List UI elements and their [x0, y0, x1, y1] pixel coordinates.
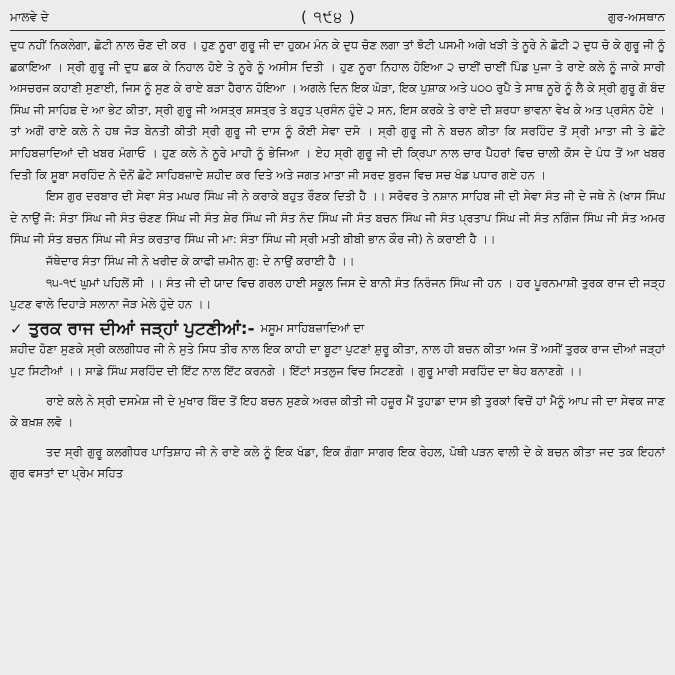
page-header [10, 6, 665, 28]
paragraph-3: ਜੱਥੇਦਾਰ ਸੰਤਾ ਸਿੰਘ ਜੀ ਨੇ ਖਰੀਦ ਕੇ ਕਾਫੀ ਜ਼ਮੀਨ ਗੁ: ਦੇ ਨਾਉਂ ਕਰਾਈ ਹੈ ।। [46, 253, 355, 268]
section-body-start: ਮਸੂਮ ਸਾਹਿਬਜ਼ਾਦਿਆਂ ਦਾ [260, 320, 365, 335]
paragraph-2: ਇਸ ਗੁਰ ਦਰਬਾਰ ਦੀ ਸੇਵਾ ਸੰਤ ਮਘਰ ਸਿੰਘ ਜੀ ਨੇ ਕਰਾਕੇ ਬਹੁਤ ਰੌਣਕ ਦਿਤੀ ਹੈ ।। ਸਰੋਵਰ ਤੇ ਨਸ਼ਾਨ ਸਾਹਿਬ ਜੀ ਦੀ ਸੇਵਾ ਸੰਤ ਜੀ ਦੇ ਜਥੇ ਨੇ (ਖਾਸ ਸਿੰਘ ਦੇ ਨਾਉਂ ਜੋ: ਸੰਤਾ ਸਿੰਘ ਜੀ ਸੰਤ ਚੰਣਣ ਸਿੰਘ ਜੀ ਸੰਤ ਸ਼ੇਰ ਸਿੰਘ ਜੀ ਸੰਤ ਨੰਦ ਸਿੰਘ ਜੀ ਸੰਤ ਬਚਨ ਸਿੰਘ ਜੀ ਸੰਤ ਪ੍ਰਤਾਪ ਸਿੰਘ ਜੀ ਸੰਤ ਨਗਿੰਜ ਸਿੰਘ ਜੀ ਸੰਤ ਅਮਰ ਸਿੰਘ ਜੀ ਸੰਤ ਬਚਨ ਸਿੰਘ ਜੀ ਸੰਤ ਕਰਤਾਰ ਸਿੰਘ ਜੀ ਮਾ: ਸੰਤਾ ਸਿੰਘ ਜੀ ਸ੍ਰੀ ਮਤੀ ਬੀਬੀ ਭਾਨ ਕੌਰ ਜੀ) ਨੇ ਕਰਾਈ ਹੈ ।। [10, 189, 665, 247]
section-heading-line [10, 318, 665, 340]
header-left-title: ਮਾਲਵੇ ਦੇ [10, 9, 49, 24]
spacer [10, 383, 665, 391]
paragraph-5: ਰਾਏ ਕਲੇ ਨੇ ਸ੍ਰੀ ਦਸਮੇਸ਼ ਜੀ ਦੇ ਮੁਖਾਰ ਬਿੰਦ ਤੋਂ ਇਹ ਬਚਨ ਸੁਣਕੇ ਅਰਜ਼ ਕੀਤੀ ਜੀ ਹਜ਼ੂਰ ਮੈਂ ਤੁਹਾਡਾ ਦਾਸ ਭੀ ਤੁਰਕਾਂ ਵਿਚੋਂ ਹਾਂ ਮੈਨੂੰ ਆਪ ਜੀ ਦਾ ਸੇਵਕ ਜਾਣ ਕੇ ਬਖ਼ਸ਼ ਲਵੋ । [10, 393, 665, 430]
paragraph-4: ੧੫-੧੯ ਘੁਮਾਂ ਪਹਿਲੋਂ ਸੀ ।। ਸੰਤ ਜੀ ਦੀ ਯਾਦ ਵਿਚ ਗਰਲ ਹਾਈ ਸਕੂਲ ਜਿਸ ਦੇ ਬਾਨੀ ਸੰਤ ਨਿਰੰਜਨ ਸਿੰਘ ਜੀ ਹਨ । ਹਰ ਪੂਰਨਮਾਸ਼ੀ ਤੁਰਕ ਰਾਜ ਦੀ ਜੜ੍ਹ ਪੁਟਣ ਵਾਲੇ ਦਿਹਾੜੇ ਸਲਾਨਾ ਜੋੜ ਮੇਲੇ ਹੁੰਦੇ ਹਨ ।। [10, 275, 665, 312]
paragraph-6: ਤਦ ਸ੍ਰੀ ਗੁਰੂ ਕਲਗੀਧਰ ਪਾਤਿਸ਼ਾਹ ਜੀ ਨੇ ਰਾਏ ਕਲੇ ਨੂੰ ਇਕ ਖੰਡਾ, ਇਕ ਗੰਗਾ ਸਾਗਰ ਇਕ ਰੇਹਲ, ਪੋਥੀ ਪੜਨ ਵਾਲੀ ਦੇ ਕੇ ਬਚਨ ਕੀਤਾ ਜਦ ਤਕ ਇਹਨਾਂ ਗੁਰ ਵਸਤਾਂ ਦਾ ਪ੍ਰੇਮ ਸਹਿਤ [10, 444, 665, 481]
spacer-2 [10, 434, 665, 442]
page-number: ( ੧੯੪ ) [300, 8, 356, 26]
header-right-title: ਗੁਰ-ਅਸਥਾਨ [608, 9, 665, 24]
section-body: ਸ਼ਹੀਦ ਹੋਣਾ ਸੁਣਕੇ ਸ੍ਰੀ ਕਲਗੀਧਰ ਜੀ ਨੇ ਸੁਤੇ ਸਿਧ ਤੀਰ ਨਾਲ ਇਕ ਕਾਹੀ ਦਾ ਬੂਟਾ ਪੁਟਣਾਂ ਸ਼ੁਰੂ ਕੀਤਾ, ਨਾਲ ਹੀ ਬਚਨ ਕੀਤਾ ਅਜ ਤੋਂ ਅਸੀਂ ਤੁਰਕ ਰਾਜ ਦੀਆਂ ਜੜ੍ਹਾਂ ਪੁਟ ਸਿਟੀਆਂ ।। ਸਾਡੇ ਸਿੰਘ ਸਰਹਿੰਦ ਦੀ ਇੱਟ ਨਾਲ ਇੱਟ ਕਰਨਗੇ । ਇੱਟਾਂ ਸਤਲੁਜ ਵਿਚ ਸਿਟਣਗੇ । ਗੁਰੂ ਮਾਰੀ ਸਰਹਿੰਦ ਦਾ ਥੇਹ ਬਨਾਣਗੇ ।। [10, 342, 665, 378]
paragraph-1: ਦੁਧ ਨਹੀਂ ਨਿਕਲੇਗਾ, ਛੋਟੀ ਨਾਲ ਚੋਣ ਦੀ ਕਰ । ਹੁਣ ਨੂਰਾ ਗੁਰੂ ਜੀ ਦਾ ਹੁਕਮ ਮੰਨ ਕੇ ਦੁਧ ਚੋਣ ਲਗਾ ਤਾਂ ਝੋਟੀ ਪਸਮੀ ਅਗੇ ਖੜੀ ਤੇ ਨੂਰੇ ਨੇ ਛੋਟੀ ੨ ਦੁਧ ਚੋ ਕੇ ਗੁਰੂ ਜੀ ਨੂੰ ਛਕਾਇਆ । ਸ੍ਰੀ ਗੁਰੂ ਜੀ ਦੁਧ ਛਕ ਕੇ ਨਿਹਾਲ ਹੋਏ ਤੇ ਨੂਰੇ ਨੂੰ ਅਸੀਸ ਦਿਤੀ । ਹੁਣ ਨੂਰਾ ਨਿਹਾਲ ਹੋਇਆ ੨ ਚਾਈਂ ਚਾਈਂ ਪਿੰਡ ਪੁਜਾ ਤੇ ਰਾਏ ਕਲੇ ਨੂੰ ਜਾਕੇ ਸਾਰੀ ਅਸਚਰਜ ਕਹਾਣੀ ਸੁਣਾਈ, ਜਿਸ ਨੂੰ ਸੁਣ ਕੇ ਰਾਏ ਬੜਾ ਹੈਰਾਨ ਹੋਇਆ । ਅਗਲੇ ਦਿਨ ਇਕ ਘੋੜਾ, ਇਕ ਪੁਸ਼ਾਕ ਅਤੇ ੫੦੦ ਰੁਪੈ ਤੇ ਸਾਥ ਨੂਰੇ ਨੂੰ ਲੈ ਕੇ ਸ੍ਰੀ ਗੁਰੂ ਗੋ ਬੰਦ ਸਿੰਘ ਜੀ ਸਾਹਿਬ ਦੇ ਆ ਭੇਟ ਕੀਤਾ, ਸ੍ਰੀ ਗੁਰੂ ਜੀ ਅਸਤ੍ਰ ਸ਼ਸਤ੍ਰ ਤੇ ਬਹੁਤ ਪ੍ਰਸੰਨ ਹੁੰਦੇ ੨ ਸਨ, ਇਸ ਕਰਕੇ ਤੇ ਰਾਏ ਦੀ ਸ਼ਰਧਾ ਭਾਵਨਾ ਵੇਖ ਕੇ ਅਤ ਪ੍ਰਸੰਨ ਹੋਏ । ਤਾਂ ਅਗੋਂ ਰਾਏ ਕਲੇ ਨੇ ਹਥ ਜੋੜ ਬੇਨਤੀ ਕੀਤੀ ਸ੍ਰੀ ਗੁਰੂ ਜੀ ਦਾਸ ਨੂੰ ਕੋਈ ਸੇਵਾ ਦਸੋ । ਸ੍ਰੀ ਗੁਰੂ ਜੀ ਨੇ ਬਚਨ ਕੀਤਾ ਕਿ ਸਰਹਿੰਦ ਤੋਂ ਸ੍ਰੀ ਮਾਤਾ ਜੀ ਤੇ ਛੋਟੇ ਸਾਹਿਬਜ਼ਾਦਿਆਂ ਦੀ ਖਬਰ ਮੰਗਾਓ । ਹੁਣ ਕਲੇ ਨੇ ਨੂਰੇ ਮਾਹੀ ਨੂੰ ਭੇਜਿਆ । ਏਹ ਸ੍ਰੀ ਗੁਰੂ ਜੀ ਦੀ ਕ੍ਰਿਪਾ ਨਾਲ ਚਾਰ ਪੈਹਰਾਂ ਵਿਚ ਚਾਲੀ ਕੋਸ ਦੇ ਪੰਧ ਤੋਂ ਆ ਖਬਰ ਦਿਤੀ ਕਿ ਸੂਬਾ ਸਰਹਿੰਦ ਨੇ ਦੋਨੋਂ ਛੋਟੇ ਸਾਹਿਬਜ਼ਾਦੇ ਸ਼ਹੀਦ ਕਰ ਦਿਤੇ ਅਤੇ ਜਗਤ ਮਾਤਾ ਜੀ ਸਰਦ ਬੁਰਜ ਵਿਚ ਸਚ ਖੰਡ ਪਧਾਰ ਗਏ ਹਨ । [10, 38, 665, 182]
check-mark-icon: ✓ [10, 319, 23, 338]
section-heading: ਤੁਰਕ ਰਾਜ ਦੀਆਂ ਜੜ੍ਹਾਂ ਪੁਟਣੀਆਂ:- [28, 318, 255, 339]
header-rule [10, 30, 665, 31]
